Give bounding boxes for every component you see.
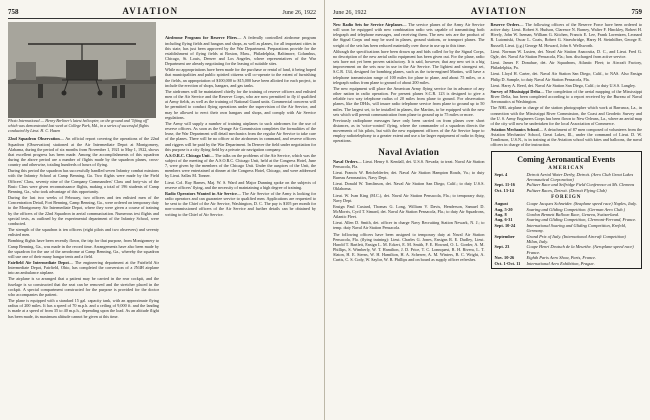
foreign-label: FOREIGN bbox=[551, 195, 582, 201]
article-paragraph: Radio Operators Wanted in Air Service— The Air Service of the Army is looking for radio operators and can guarantee service to qualified men. Applications are requested to be sent to the Chief of the Air Service, Washington, D. C. The pay is $105 per month for non-commissioned officers of the Air Service and further details can be obtained by writing to the Chief of Air Service. bbox=[165, 190, 316, 217]
event-date: Oct. 1-Oct. 11 bbox=[494, 260, 521, 266]
event-text: Eighth Paris Aero Show, Paris, France. bbox=[526, 255, 597, 261]
article-paragraph: During the last two weeks of February, two officers and ten enlisted men of the Concentration Detail, Fort Benning, Camp Benning, Ga., were ordered on temporary duty to the Montgomery Air Intermediate Depot, where they were given a course of training by the officers of the 22nd Squadron in aerial communication. Numerous test flights and special tests, as outlined by the experimental department of the Infantry School, were conducted. bbox=[8, 195, 159, 226]
article-paragraph: 22nd Squadron Observation— An official report covering the operations of the 22nd Squadron (Observation) stationed at the Air Intermediate Depot at Montgomery, Alabama, during the period of six months from November 1, 1921 to May 1, 1922, shows that excellent progress has been made. Among the accomplishments of this squadron during the above period are a number of flights made by the squadron planes, cross-country and otherwise, totaling hundreds of hours of flying. bbox=[8, 136, 159, 168]
article-paragraph: The plane is equipped with a standard 15 gal. capacity tank, with an approximate flying radius of 200 miles. It has a speed of 70 m.p.h. and a ceiling of 9,000 ft. and the landing is made at a speed of from 35 to 40 m.p.h., depending upon the load. As an altitude flight has been made, its maximum altitude cannot be given at this time. bbox=[8, 298, 159, 319]
event-text: Gordon Bennett Balloon Race, Geneva, Switzerland. bbox=[526, 212, 620, 218]
left-column-2 bbox=[165, 35, 316, 319]
event-date: Sept. 4 bbox=[494, 171, 508, 177]
event-date: Sept. 23 bbox=[494, 244, 510, 250]
article-paragraph: Lieut. Col. Ray Barnes, Maj. W. S. Ward and Major Dunning spoke on the subjects of reserve officers' flying, and the necessity of maintaining a high degree of training. bbox=[165, 179, 316, 190]
article-paragraph: The airplane is so arranged that a patient may be carried in the rear cockpit, and the fuselage is so constructed that the seat can be removed and the stretcher placed in the cockpit. A special compartment constructed for the purpose is provided for the doctor who accompanies the patient. bbox=[8, 276, 159, 297]
event-text: Detroit Aerial Water Derby, Detroit. (Aero Club Great Lakes Aeronautical Corporation) bbox=[526, 171, 634, 182]
article-paragraph: Aviation Mechanics School— A detachment of 87 men composed of volunteers from the Aviation Mechanics' School, Great Lakes, Ill., under the command of Lieut. D. W. Tomlinson, U.S.N., is in training at the Aviation school with kites and balloons, the naval officers in charge of the instruction. bbox=[490, 126, 642, 148]
photo-caption: Photo International — Henry Berliner's latest helicopter, on the ground and "lifting off" which was demonstrated last week at College Park, Md., in a series of successful flights conducted by Lieut. H. C. Hazen bbox=[8, 118, 149, 133]
event-text: Coupe Jacques Schneider. (Seaplane speed race) Naples, Italy. bbox=[526, 201, 637, 207]
article-paragraph: Naval Orders— Lieut. Henry S. Kendall, det. U.S.S. Nevada; to treat. Naval Air Station Pensacola, Fla. bbox=[333, 158, 485, 169]
page-number: 758 bbox=[8, 8, 19, 16]
event-text: Coupe Henri Deutsch de la Meurthe. (Aeroplane speed race) France. bbox=[526, 244, 634, 255]
event-row bbox=[495, 172, 639, 183]
article-paragraph: Previously radiophone messages have only been carried on from planes over short distances, as in 'voice-control' flying, where the commander of a squadron directs the movements of his pilots, but with the new equipment officers of the Air Service hope to employ radiotelephony to a greater extent and use a far larger equipment of radio in flying operations. bbox=[333, 117, 485, 144]
event-date: Aug. 6-31 bbox=[494, 217, 513, 223]
article-paragraph: The NHL airplane in charge of the station photographer which work at Barranca, La., in connection with the Mississippi River Commission, the Coast and Geodetic Survey and the U. S. Army Engineers Corps has been flown to New Orleans, La., where an aerial map of the city will now be undertaken for the local Association of Commerce. bbox=[490, 105, 642, 126]
article-paragraph: Lieut. Lloyd H. Carter, det. Naval Air Station San Diego, Calif., to NAS. Also Ensign Philip D. Sample, to duty Naval Air Station Pensacola, Fla. bbox=[490, 71, 642, 82]
event-row bbox=[495, 188, 639, 193]
article-paragraph: A.S.O.R.C. Chicago Unit— The talks on the problems of the Air Service, which was the subject of the meeting of the A.S.O.R.C. Chicago Unit, held at the Congress Hotel, June 7, were given by the members of the Chicago Unit. Under the auspices of the Unit, the members were entertained at dinner at the Congress Hotel, Chicago, and were addressed by Lieut. Sallas M. Tonner. bbox=[165, 152, 316, 179]
event-date: Nov. 10-26 bbox=[494, 255, 515, 261]
american-label: AMERICAN bbox=[548, 165, 585, 171]
article-paragraph: Ensign Paul Custard, Thomas G. Long, William V. Davis, Henderson, Samuel D. McMorris, Cyril T. Simard, det. Naval Air Station Pensacola, Fla.; to duty Air Squadrons, Atlantic Fleet. bbox=[333, 203, 485, 220]
article-paragraph: Lieut. James F. Donahue, det. Air Squadrons, Atlantic Fleet; to Aircraft Factory, Philadelphia, Pa. bbox=[490, 60, 642, 71]
article-paragraph: Survey of Mississippi Delta— The completion of the aerial mapping of the Mississippi River Delta, has been completed according to a report received by the Bureau of Naval Aeronautics at Washington. bbox=[490, 88, 642, 105]
article-paragraph: Although the specifications have been drawn up and bids called for by the Signal Corps, no description of the new aerial radio equipment has been given out. For the plane, radio sets have not yet been proven satisfactory. It is said, however, that any new set is a big improvement on the sets now in use in the Air Service. The lightest and strongest set, S.C.R. 134, designed for bombing planes, such as the twin-engined Martins, will have a telephone transmission range of 100 miles for plane to plane, and about 75 miles, or a telegraph radius from plane to ground of about 200 miles. bbox=[333, 48, 485, 85]
article-paragraph: Lieut. Donald W. Tomlinson, det. Naval Air Station San Diego, Calif.; to duty U.S.S. Oklahoma. bbox=[333, 181, 485, 192]
event-date: Oct. 13-14 bbox=[494, 187, 514, 193]
event-text: Grand Prix of Italy. (International Aircraft Competition) Milan, Italy. bbox=[526, 233, 626, 245]
event-date: Aug. 5-20 bbox=[494, 206, 513, 212]
event-text: Soaring and Gliding Competition. (German Aero Club.) bbox=[526, 206, 626, 212]
event-date: August bbox=[494, 201, 508, 207]
article-paragraph: The new equipment will place the American Army flying service far in advance of any other nation in radio operation. For present planes S.C.R. 123 is designed to give a reliable two way telephone radius of 20 miles from plane to ground. For observation planes, like the DH4s, will insure radio telephone service from plane to ground up to 50 miles. The largest set, to be installed in planes, the Martins, to be equipped with the new sets which will permit communication from plane to ground up to 75 miles or more. bbox=[333, 85, 485, 117]
article-paragraph: Fairfield Air Intermediate Depot— The engineering department at the Fairfield Air Intermediate Depot, Fairfield, Ohio, has completed the conversion of a JN4H airplane into an ambulance airplane. bbox=[8, 259, 159, 276]
article-paragraph: The airdromes will be maintained chiefly for the training of reserve officers and enlisted men of the Air Service and the Reserve Corps, who are now permitted to fly if qualified at Army fields, as well as the training of National Guard units. Commercial concerns will be permitted to conduct flying operations under the supervision of the Air Service, and may be allowed to erect their own hangars and shops, and comply with Air Service regulations. bbox=[165, 88, 316, 120]
article-paragraph: New Radio Sets for Service Airplanes— The service planes of the Army Air Service will soon be equipped with new combination radio sets capable of transmitting both telegraph and telephone messages, and receiving them. The new sets are the product of the Signal Corps and may be used in planes, ground stations, or transport planes. The weight of the sets has been reduced materially over those in use up to this time. bbox=[333, 22, 485, 48]
event-text: International Soaring and Gliding Competition, Krefeld, Germany. bbox=[526, 222, 626, 234]
article-paragraph: The Army will supply a number of training airplanes to such airdromes for the use of reserve officers. As soon as the Orange Air Commission completes the formalities of the lease, the War Department will detail mechanics from the regular Air Service to take care of the planes. There will be no officer at the airdromes in command, and reserve officers and riggers will be paid by the War Department. In Denver the field under negotiation for this purpose is a city flying field by a private air navigation company. bbox=[165, 120, 316, 152]
coming-events-title: Coming Aeronautical Events bbox=[517, 154, 616, 164]
article-paragraph: Airdrome Program for Reserve Fliers— A federally controlled airdrome program including flying fields and hangars and shops, as well as planes, for all important cities in this state, has just been approved by the War Department. Preparations provide for the establishment of flying fields at Boston, Mass., Philadelphia, Baltimore, Columbus, Chicago, St. Louis, Denver and Los Angeles, where representatives of the War Department are already negotiating for the leasing of suitable sites. bbox=[165, 35, 316, 67]
article-paragraph: Lieut. W. Ivan King (M.C.), det. Naval Air Station Pensacola, Fla.; to temporary duty, Navy Dept. bbox=[333, 192, 485, 203]
event-row bbox=[495, 234, 639, 245]
article-paragraph: The strength of the squadron is ten officers (eight pilots and two observers) and seventy enlisted men. bbox=[8, 227, 159, 238]
section-heading-naval-aviation: Naval Aviation bbox=[378, 146, 440, 157]
article-paragraph: The following officers have been assigned to temporary duty at Naval Air Station Pensacola, Fla. (flying training): Lieut. Charles G. Jones, Ensigns R. E. Dudley, Lieut. Harold T. Bartlett, Ensign L. M. Eckert, E. M. Smith, F. E. Howard, O. L. Gorder, A. M. Phillips, S. Wimberly, W. T. Hamilton, J. D. Price, T. C. Lonnquest, R. H. Rivera, L. T. Slaton, H. E. Sterns, W. H. Hamilton, H. A. Scherrer, A. M. Winters, B. C. Wright, A. Curtis, C. S. Cody, W. Saylor, W. B. Phillips and on board as supply officer refreshes. bbox=[333, 231, 485, 263]
event-row bbox=[495, 244, 639, 255]
event-text: Pulitzer Races, Detroit. (Detroit Flying Club) bbox=[526, 187, 607, 193]
issue-date: June 26, 1922 bbox=[282, 10, 316, 16]
event-date: September bbox=[494, 233, 515, 239]
event-row bbox=[495, 223, 639, 234]
article-paragraph: Reserve Orders— The following officers of the Reserve Force have been ordered to active duty: Lieut. Robert S. Hudson, Clarence N. Barney, Walter F. Hinckley, Robert H. Hively, John W. Iseman, William G. Kitchen, Francis E. Lee, Frank Lorentzen, Leonard R. Lutomiski, Oscar L. Coats, Robert G. Strawbridge, Harry H. Steinhilber, George E. Russell; Lieut. (j.g.) George M. Howard, John S. Wellsworth. bbox=[490, 22, 642, 48]
right-column-2 bbox=[491, 22, 643, 269]
article-paragraph: Lieut. Norman W. Lusten, det. Naval Air Station Anacostia, D. C., and Lieut. Fred G. Ogle, det. Naval Air Station Pensacola, Fla.; hon. discharged from active service. bbox=[490, 48, 642, 59]
event-date: Sept. 11-16 bbox=[494, 182, 515, 188]
article-paragraph: Lieut. Francis W. Reichelderfer, det. Naval Air Station Hampton Roads, Va.; to duty Bureau Aeronautics, Navy Dept. bbox=[333, 169, 485, 181]
coming-events-box bbox=[491, 151, 643, 270]
running-head: AVIATION bbox=[470, 6, 528, 16]
event-text: Pulitzer Race and Selfridge Field Conference at Mt. Clemens bbox=[526, 182, 635, 188]
article-paragraph: Lieut. Allen D. Smith, det. officer in charge Navy Recruiting Station Newark, N. J.; to temp. duty Naval Air Station Pensacola. bbox=[333, 220, 485, 231]
article-paragraph: Bombing flights have been recently flown, the trip for that purpose, from Montgomery to Camp Benning, Ga., was made in the record time. Arrangements have also been made by the squadron for the use of the aerodrome at Camp Benning, Ga., whereby the squadron will use one of their many hangar tents and a field. bbox=[8, 238, 159, 259]
issue-date: June 26, 1922 bbox=[333, 10, 367, 16]
left-page-header bbox=[8, 6, 316, 19]
helicopter-photo bbox=[8, 22, 156, 118]
event-text: Soaring and Gliding Competition, Clermont-Ferrand, France. bbox=[526, 217, 637, 223]
right-column-1 bbox=[333, 22, 485, 269]
right-page-columns bbox=[333, 22, 642, 269]
right-page-header bbox=[333, 6, 642, 19]
event-date: Aug. 8 bbox=[494, 212, 507, 218]
article-paragraph: While no appropriations have been made for the purchase or rental of land, it being hoped that municipalities and public spirited citizens will co-operate to the extent of furnishing the fields, an appropriation of $100,000 to $15,000 have been allotted for each project, to include the erection of shops, hangars, and gas tanks. bbox=[165, 67, 316, 88]
right-page bbox=[325, 0, 650, 420]
event-text: International Aero Exhibition, Prague. bbox=[526, 260, 595, 266]
page-number: 759 bbox=[631, 8, 642, 16]
helicopter-photo-block bbox=[8, 22, 156, 133]
left-column-1 bbox=[8, 136, 159, 319]
article-paragraph: Lieut. Harry A. Reed, det. Naval Air Station San Diego, Calif.; to duty U.S.S. Langley. bbox=[490, 82, 636, 88]
running-head: AVIATION bbox=[122, 6, 179, 16]
article-paragraph: During this period the squadron has successfully handled seven Infantry combat missions with the Infantry School at Camp Benning, Ga. Two flights were made by the Field Officers' Class, seventy nine of the Company Commanders' Class and forty-six of the Basic Class were given reconnaissance flights, making a total of 196 students of Camp Benning, Ga., who took advantage of this opportunity. bbox=[8, 168, 159, 194]
event-date: Sept. 10-24 bbox=[494, 222, 516, 228]
event-row bbox=[495, 261, 639, 266]
